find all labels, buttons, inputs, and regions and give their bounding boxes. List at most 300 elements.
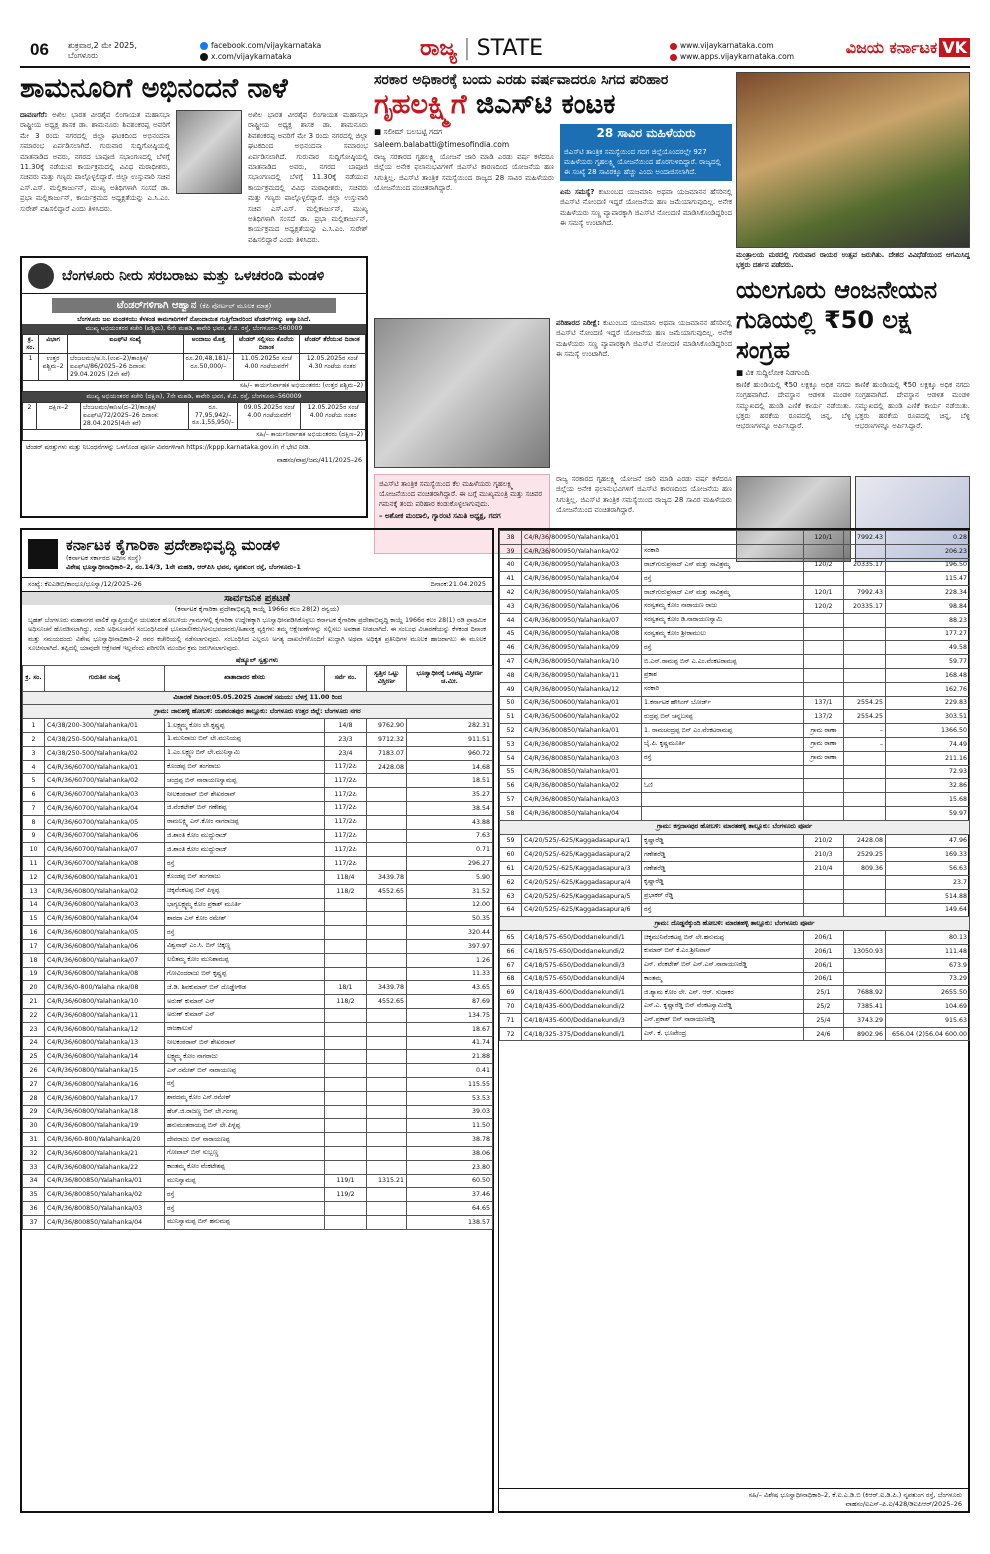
- row-number: 23: [23, 1022, 45, 1036]
- total-area: 20335.17: [844, 558, 886, 572]
- owner-name: ಪ್ರಭಾಕರ್ ರೆಡ್ಡಿ: [642, 889, 804, 903]
- total-area: [844, 641, 886, 655]
- acquired-area: 39.03: [407, 1105, 493, 1119]
- table-row: [23, 981, 493, 995]
- total-area: [844, 627, 886, 641]
- table-row: [23, 1133, 493, 1147]
- table-row: [500, 848, 970, 862]
- survey-no: 137/1: [804, 696, 844, 710]
- table-row: [23, 939, 493, 953]
- row-number: 61: [500, 862, 522, 876]
- total-area: 20335.17: [844, 599, 886, 613]
- owner-name: ಎಸ್.ರಮೇಶ್ ಬಿನ್ ನಾರಾಯಣಪ್ಪ: [165, 1064, 325, 1078]
- total-area: [367, 774, 407, 788]
- survey-id: C4/R/36/60700/Yalahanka/08: [45, 857, 165, 871]
- owner-name: ಬಿ.ಎನ್.ರಾಮಪ್ಪ ಬಿನ್ ಎ.ಎಂ.ವೆಂಕಟರಾಮಪ್ಪ: [642, 655, 804, 669]
- survey-no: 117/2ಪಿ: [325, 815, 367, 829]
- owner-name: ಜಿ.ಶಾಂತಿ ಕೋಂ ಮುದ್ದುರಾಜ್: [165, 829, 325, 843]
- acquired-area: 104.69: [886, 1000, 970, 1014]
- survey-id: C4/18/435-600/Doddanekundi/3: [522, 1013, 642, 1027]
- total-area: [844, 572, 886, 586]
- row-number: 24: [23, 1036, 45, 1050]
- schedule-rows: [23, 719, 493, 1229]
- table-row: [23, 898, 493, 912]
- owner-name: 1.ಕರ್ನಾಟಕ ಹೌಸಿಂಗ್ ಬೋರ್ಡ್: [642, 696, 804, 710]
- total-area: [367, 1119, 407, 1133]
- acquired-area: 12.00: [407, 898, 493, 912]
- acquired-area: 59.77: [886, 655, 970, 669]
- survey-id: C4/18/435-600/Doddanekundi/2: [522, 1000, 642, 1014]
- row-number: 27: [23, 1077, 45, 1091]
- survey-no: [804, 765, 844, 779]
- row-number: 13: [23, 884, 45, 898]
- survey-id: C4/18/575-650/Doddanekundi/1: [522, 931, 642, 945]
- survey-id: C4/R/36/60800/Yalahanka/12: [45, 1022, 165, 1036]
- owner-name: ಕಾಂತಮ್ಮ ಕೋಂ ವೆಂಕಟೇಶಪ್ಪ: [165, 1160, 325, 1174]
- owner-name: ರಸ್ತೆ: [165, 926, 325, 940]
- owner-name: ಜಿ.ಶಾಂತಿ ಕೋಂ ಮುದ್ದುರಾಜ್: [165, 843, 325, 857]
- acquired-area: 0.71: [407, 843, 493, 857]
- survey-no: [325, 1215, 367, 1229]
- row-number: 48: [500, 668, 522, 682]
- headline: ಯಲಗೂರು ಆಂಜನೇಯನ ಗುಡಿಯಲ್ಲಿ ₹50 ಲಕ್ಷ ಸಂಗ್ರಹ: [736, 275, 938, 364]
- table-row: [500, 668, 970, 682]
- row-number: 17: [23, 939, 45, 953]
- survey-id: C4/20/525/-625/Kaggadasapura/2: [522, 848, 642, 862]
- owner-name: ನೀಲಕಂಠರಾವ್ ಬಿನ್ ಶೇಖರರಾವ್: [165, 788, 325, 802]
- survey-no: [325, 939, 367, 953]
- table-row: [23, 733, 493, 747]
- owner-name: ಗೋವಿಂದರಾಜು ಬಿನ್ ಕೃಷ್ಣಪ್ಪ: [165, 967, 325, 981]
- row-number: 31: [23, 1133, 45, 1147]
- row-number: 59: [500, 834, 522, 848]
- acquired-area: 37.46: [407, 1188, 493, 1202]
- survey-id: C4/R/36/60800/Yalahanka/10: [45, 995, 165, 1009]
- survey-id: C4/20/525/-625/Kaggadasapura/5: [522, 889, 642, 903]
- owner-name: ಗಣೇಶರೆಡ್ಡಿ: [642, 848, 804, 862]
- office-line: ಮುಖ್ಯ ಅಭಿಯಂತರರ ಕಚೇರಿ (ದಕ್ಷಿಣ), 7ನೇ ಮಹಡಿ, ಕಾವೇರಿ ಭವನ, ಕೆ.ಜಿ. ರಸ್ತೆ, ಬೆಂಗಳೂರು–560009: [22, 392, 366, 402]
- table-row: [500, 558, 970, 572]
- row-number: 5: [23, 774, 45, 788]
- owner-name: ಸರಕಾರಿ: [642, 544, 804, 558]
- survey-id: C4/R/36/800850/Yalahanka/02: [522, 737, 642, 751]
- survey-id: C4/R/36/800950/Yalahanka/11: [522, 668, 642, 682]
- row-number: 53: [500, 737, 522, 751]
- table-row: [500, 986, 970, 1000]
- table-row: [500, 944, 970, 958]
- acquired-area: 673.9: [886, 958, 970, 972]
- survey-id: C4/R/36/800850/Yalahanka/03: [522, 793, 642, 807]
- total-area: [367, 857, 407, 871]
- row-number: 22: [23, 1008, 45, 1022]
- survey-no: 118/4: [325, 870, 367, 884]
- table-row: [23, 1119, 493, 1133]
- acquired-area: 206.23: [886, 544, 970, 558]
- website-link[interactable]: www.vijaykarnataka.com: [670, 40, 794, 51]
- owner-name: ರಸ್ತೆ: [642, 751, 804, 765]
- survey-no: 206/1: [804, 931, 844, 945]
- owner-name: ಎನ್.ಪ್ರಕಾಶ್ ಬಿನ್ ನಾರಾಯಣರೆಡ್ಡಿ: [642, 1013, 804, 1027]
- byline-email[interactable]: saleem.balabatti@timesofindia.com: [374, 140, 510, 149]
- acquired-area: 14.68: [407, 760, 493, 774]
- owner-name: ಕೊಂಡಪ್ಪ ಬಿನ್ ತಂಗರಾಜು: [165, 760, 325, 774]
- total-area: [844, 655, 886, 669]
- total-area: [367, 1133, 407, 1147]
- row-number: 33: [23, 1160, 45, 1174]
- survey-id: C4/R/36/800850/Yalahanka/03: [522, 751, 642, 765]
- survey-no: [804, 793, 844, 807]
- owner-name: ಸರಕಾರಿ: [642, 682, 804, 696]
- total-area: [367, 953, 407, 967]
- owner-name: ಗೋಪಾಲ್ ಬಿನ್ ಸುಬ್ಬಣ್ಣ: [165, 1146, 325, 1160]
- x-link[interactable]: x.com/vijaykarnataka: [200, 51, 321, 62]
- owner-name: ರುದ್ರಪ್ಪ ಬಿನ್ ಚನ್ನಬಸಪ್ಪ: [642, 710, 804, 724]
- schedule-title: ಷೆಡ್ಯೂಲ್ ಸ್ವತ್ತುಗಳು: [235, 655, 279, 664]
- survey-id: C4/R/36/60700/Yalahanka/04: [45, 802, 165, 816]
- survey-no: 206/1: [804, 944, 844, 958]
- survey-no: [804, 682, 844, 696]
- x-icon: [200, 53, 208, 61]
- survey-id: C4/20/525/-625/Kaggadasapura/1: [522, 834, 642, 848]
- row-number: 68: [500, 972, 522, 986]
- survey-id: C4/R/36/60700/Yalahanka/03: [45, 788, 165, 802]
- survey-id: C4/R/36/60700/Yalahanka/05: [45, 815, 165, 829]
- row-number: 45: [500, 627, 522, 641]
- owner-name: ಜೆ.ಡಿ. ಶಿವಕುಮಾರ್ ಬಿನ್ ದೊಡ್ಡೇಗೌಡ: [165, 981, 325, 995]
- survey-no: [804, 668, 844, 682]
- survey-no: [325, 1036, 367, 1050]
- total-area: 9712.32: [367, 733, 407, 747]
- total-area: 4552.65: [367, 884, 407, 898]
- total-area: 2554.25: [844, 696, 886, 710]
- table-row: [500, 613, 970, 627]
- tender-table-2: 2 ದಕ್ಷಿಣ–2 ಬೆಂಜಲಮಂ/ಕಾನಿಅ(ದ–2)/ತಾಂತ್ರಿಕ/ಐಎಫ್‌ಟಿ/72/2025–26 ದಿನಾಂಕ: 28.04.2025(4ನೇ ಕರೆ) ರೂ. 77,95,942/– ರೂ.1,55,950/– 09.05.2025ರ ಸಂಜೆ 4.00 ಗಂಟೆಯವರೆಗೆ 12.05.2025ರ ಸಂಜೆ 4.00 ಗಂಟೆಯ ನಂತರ ಸಹಿ/– ಕಾರ್ಯನಿರ್ವಾಹಕ ಅಭಿಯಂತರರು (ದಕ್ಷಿಣ–2): [22, 402, 366, 441]
- total-area: [844, 613, 886, 627]
- survey-no: [325, 1022, 367, 1036]
- owner-name: ರಾಜ್‌ಗುರುಪ್ರಸಾದ್ ಎಸ್ ಮತ್ತು ಸಾವಿತ್ರಮ್ಮ: [642, 558, 804, 572]
- table-row: [23, 719, 493, 733]
- total-area: [844, 806, 886, 820]
- table-row: [500, 544, 970, 558]
- survey-no: 117/2ಪಿ: [325, 857, 367, 871]
- acquired-area: 0.41: [407, 1064, 493, 1078]
- total-area: [367, 802, 407, 816]
- survey-no: [325, 898, 367, 912]
- survey-id: C4/R/36/800850/Yalahanka/01: [45, 1174, 165, 1188]
- tender-bar: ಟೆಂಡರ್‌ಗಳಿಗಾಗಿ ಆಹ್ವಾನ (ಕೆಪಿ ಪೋರ್ಟಲ್ ಮೂಲಕ ಮಾತ್ರ): [52, 298, 336, 313]
- acquired-area: 60.50: [407, 1174, 493, 1188]
- article-body-cont: ಅಖಿಲ ಭಾರತ ವೀರಶೈವ ಲಿಂಗಾಯತ ಮಹಾಸಭಾ ರಾಷ್ಟ್ರೀಯ ಅಧ್ಯಕ್ಷ ಶಾಸಕ ಡಾ. ಶಾಮನೂರು ಶಿವಶಂಕರಪ್ಪ ಅವರಿಗೆ ಮೇ 3 ರಂದು ನಗರದಲ್ಲಿ ಜಿಲ್ಲಾ ಘಟಕದಿಂದ ಅಭಿನಂದನಾ ಸಮಾರಂಭ ಏರ್ಪಡಿಸಲಾಗಿದೆ. ಗುರುವಾರ ಸುದ್ದಿಗೋಷ್ಠಿಯಲ್ಲಿ ಮಾತನಾಡಿದ ಅವರು, ನಗರದ ಬಾಪೂಜಿ ಸಭಾಂಗಣದಲ್ಲಿ ಬೆಳಗ್ಗೆ 11.30ಕ್ಕೆ ನಡೆಯುವ ಕಾರ್ಯಕ್ರಮದಲ್ಲಿ ವಿವಿಧ ಮಠಾಧೀಶರು, ಸಚಿವರು ಮತ್ತು ಗಣ್ಯರು ಪಾಲ್ಗೊಳ್ಳಲಿದ್ದಾರೆ. ಜಿಲ್ಲಾ ಉಸ್ತುವಾರಿ ಸಚಿವ ಎಸ್.ಎಸ್. ಮಲ್ಲಿಕಾರ್ಜುನ್, ಮುಖ್ಯ ಅತಿಥಿಗಳಾಗಿ ಸಂಸದೆ ಡಾ. ಪ್ರಭಾ ಮಲ್ಲಿಕಾರ್ಜುನ್, ಕಾರ್ಯಕ್ರಮದ ಅಧ್ಯಕ್ಷತೆಯನ್ನು ಎ.ಸಿ.ಎಂ. ಸುರೇಶ್ ವಹಿಸಲಿದ್ದಾರೆ ಎಂದು ತಿಳಿಸಿದರು.: [248, 111, 368, 244]
- owner-name: ರಾಮಲಕ್ಷ್ಮಿ ಎನ್.ಕೋಂ ನಾಗರಾಜಪ್ಪ: [165, 815, 325, 829]
- survey-id: C4/R/36/60800/Yalahanka/16: [45, 1077, 165, 1091]
- row-number: 30: [23, 1119, 45, 1133]
- row-number: 21: [23, 995, 45, 1009]
- table-row: [500, 931, 970, 945]
- survey-no: 120/1: [804, 586, 844, 600]
- total-area: [844, 875, 886, 889]
- row-number: 63: [500, 889, 522, 903]
- survey-no: 120/2: [804, 599, 844, 613]
- survey-no: 117/2ಪಿ: [325, 843, 367, 857]
- acquired-area: 72.93: [886, 765, 970, 779]
- table-row: [500, 875, 970, 889]
- acquired-area: 18.51: [407, 774, 493, 788]
- acquired-area: 138.57: [407, 1215, 493, 1229]
- survey-id: C4/R/36/60800/Yalahanka/01: [45, 870, 165, 884]
- survey-no: 25/4: [804, 1013, 844, 1027]
- row-number: 19: [23, 967, 45, 981]
- notice-ref: ಸಂಖ್ಯೆ: ಕೆಐಎಡಿಬಿ/ಕಾಂಭೂ/ಭೂಸ್ವಾ/12/2025–26 ದಿನಾಂಕ:21.04.2025: [22, 578, 492, 592]
- acquired-area: 23.80: [407, 1160, 493, 1174]
- owner-name: 1. ರಾಮಚಂದ್ರಪ್ಪ ಬಿನ್ ಎಂ.ವೆಂಕಟರಾಮಪ್ಪ: [642, 724, 804, 738]
- table-row: [500, 682, 970, 696]
- total-area: [367, 1160, 407, 1174]
- survey-no: [804, 655, 844, 669]
- total-area: 7992.43: [844, 531, 886, 545]
- acquired-area: 21.88: [407, 1050, 493, 1064]
- row-number: 28: [23, 1091, 45, 1105]
- table-row: [23, 1008, 493, 1022]
- owner-name: ಬೈ.ಪಿ. ಕೃಷ್ಣಮೂರ್ತಿ: [642, 737, 804, 751]
- table-row: [23, 843, 493, 857]
- survey-no: ಗ್ರಾಮ ಠಾಣಾ: [804, 737, 844, 751]
- table-row: [23, 912, 493, 926]
- acquired-area: 64.65: [407, 1202, 493, 1216]
- row-number: 14: [23, 898, 45, 912]
- tender-ref: ವಾಹಸಂ/ವಾಪ್ರ/ಜಮ/411/2025–26: [276, 457, 362, 464]
- owner-name: ನೀಲಕಂಠರಾವ್ ಬಿನ್ ಶೇಖರರಾವ್: [165, 1036, 325, 1050]
- survey-no: 119/1: [325, 1174, 367, 1188]
- table-row: [23, 1036, 493, 1050]
- survey-no: [325, 926, 367, 940]
- survey-no: 117/2ಪಿ: [325, 829, 367, 843]
- survey-id: C4/18/575-650/Doddanekundi/4: [522, 972, 642, 986]
- row-number: 11: [23, 857, 45, 871]
- survey-id: C4/R/36/800850/Yalahanka/02: [45, 1188, 165, 1202]
- table-row: [23, 1188, 493, 1202]
- table-row: 2 ದಕ್ಷಿಣ–2 ಬೆಂಜಲಮಂ/ಕಾನಿಅ(ದ–2)/ತಾಂತ್ರಿಕ/ಐಎಫ್‌ಟಿ/72/2025–26 ದಿನಾಂಕ: 28.04.2025(4ನೇ ಕರೆ) ರೂ. 77,95,942/– ರೂ.1,55,950/– 09.05.2025ರ ಸಂಜೆ 4.00 ಗಂಟೆಯವರೆಗೆ 12.05.2025ರ ಸಂಜೆ 4.00 ಗಂಟೆಯ ನಂತರ: [23, 403, 366, 430]
- survey-id: C4/R/36/800950/Yalahanka/06: [522, 599, 642, 613]
- survey-id: C4/18/575-650/Doddanekundi/2: [522, 944, 642, 958]
- article-body: ದಾವಣಗೆರೆ: ಅಖಿಲ ಭಾರತ ವೀರಶೈವ ಲಿಂಗಾಯತ ಮಹಾಸಭಾ ರಾಷ್ಟ್ರೀಯ ಅಧ್ಯಕ್ಷ ಶಾಸಕ ಡಾ. ಶಾಮನೂರು ಶಿವಶಂಕರಪ್ಪ ಅವರಿಗೆ ಮೇ 3 ರಂದು ನಗರದಲ್ಲಿ ಜಿಲ್ಲಾ ಘಟಕದಿಂದ ಅಭಿನಂದನಾ ಸಮಾರಂಭ ಏರ್ಪಡಿಸಲಾಗಿದೆ. ಗುರುವಾರ ಸುದ್ದಿಗೋಷ್ಠಿಯಲ್ಲಿ ಮಾತನಾಡಿದ ಅವರು, ನಗರದ ಬಾಪೂಜಿ ಸಭಾಂಗಣದಲ್ಲಿ ಬೆಳಗ್ಗೆ 11.30ಕ್ಕೆ ನಡೆಯುವ ಕಾರ್ಯಕ್ರಮದಲ್ಲಿ ವಿವಿಧ ಮಠಾಧೀಶರು, ಸಚಿವರು ಮತ್ತು ಗಣ್ಯರು ಪಾಲ್ಗೊಳ್ಳಲಿದ್ದಾರೆ. ಜಿಲ್ಲಾ ಉಸ್ತುವಾರಿ ಸಚಿವ ಎಸ್.ಎಸ್. ಮಲ್ಲಿಕಾರ್ಜುನ್, ಮುಖ್ಯ ಅತಿಥಿಗಳಾಗಿ ಸಂಸದೆ ಡಾ. ಪ್ರಭಾ ಮಲ್ಲಿಕಾರ್ಜುನ್, ಕಾರ್ಯಕ್ರಮದ ಅಧ್ಯಕ್ಷತೆಯನ್ನು ಎ.ಸಿ.ಎಂ. ಸುರೇಶ್ ವಹಿಸಲಿದ್ದಾರೆ ಎಂದು ತಿಳಿಸಿದರು.: [20, 111, 170, 213]
- acquired-area: 11.50: [407, 1119, 493, 1133]
- total-area: 3439.78: [367, 870, 407, 884]
- survey-id: C4/R/36/60800/Yalahanka/07: [45, 953, 165, 967]
- table-row: [500, 862, 970, 876]
- table-row: [23, 1215, 493, 1229]
- acquired-area: 111.48: [886, 944, 970, 958]
- owner-name: ಗಣೇಶರೆಡ್ಡಿ: [642, 862, 804, 876]
- survey-no: [804, 613, 844, 627]
- story-yalagur: [736, 72, 970, 562]
- survey-no: [325, 1077, 367, 1091]
- row-number: 46: [500, 641, 522, 655]
- row-number: 35: [23, 1188, 45, 1202]
- survey-no: [325, 1133, 367, 1147]
- owner-name: ರಾಜಕಾಲುವೆ: [165, 1022, 325, 1036]
- story-gruhalakshmi: [374, 72, 732, 554]
- table-row: [500, 1000, 970, 1014]
- total-area: [844, 793, 886, 807]
- survey-id: C4/R/36/60800/Yalahanka/19: [45, 1119, 165, 1133]
- survey-no: 25/1: [804, 986, 844, 1000]
- table-row: [23, 774, 493, 788]
- total-area: 2529.25: [844, 848, 886, 862]
- total-area: [844, 903, 886, 917]
- table-row: [500, 696, 970, 710]
- total-area: [844, 958, 886, 972]
- owner-name: 1.ಲಕ್ಷ್ಮಮ್ಮ ಕೋಂ ಲೇ.ಕೃಷ್ಣಪ್ಪ: [165, 719, 325, 733]
- row-number: 39: [500, 544, 522, 558]
- survey-no: 117/2ಪಿ: [325, 802, 367, 816]
- survey-no: [804, 779, 844, 793]
- survey-id: C4/18/435-600/Doddanekundi/1: [522, 986, 642, 1000]
- owner-name: [642, 793, 804, 807]
- owner-name: ಕೃಷ್ಣಾರೆಡ್ಡಿ: [642, 834, 804, 848]
- table-row: [500, 724, 970, 738]
- table-row: [500, 531, 970, 545]
- acquired-area: 87.69: [407, 995, 493, 1009]
- owner-name: ಸರಸ್ವತಮ್ಮ ಕೋಂ ನಾರಾಯಣ ರಾಜು: [642, 599, 804, 613]
- row-number: 16: [23, 926, 45, 940]
- table-row: [500, 599, 970, 613]
- total-area: [844, 544, 886, 558]
- table-row: 1 ಉತ್ತರ ಪಶ್ಚಿಮ–2 ಬೆಂಜಲಮಂ/ಅ.ನಿ.(ಉಪ–2)/ತಾಂತ್ರಿಕ/ಐಎಫ್‌ಟಿ/86/2025–26 ದಿನಾಂಕ: 29.04.2025 (2ನೇ ಕರೆ) ರೂ.20,48,181/– ರೂ.50,000/– 11.05.2025ರ ಸಂಜೆ 4.00 ಗಂಟೆಯವರೆಗೆ 12.05.2025ರ ಸಂಜೆ 4.30 ಗಂಟೆಯ ನಂತರ: [23, 354, 366, 381]
- table-row: [23, 884, 493, 898]
- notice-header: ಕರ್ನಾಟಕ ಕೈಗಾರಿಕಾ ಪ್ರದೇಶಾಭಿವೃದ್ಧಿ ಮಂಡಳಿ (ಕರ್ನಾಟಕ ಸರ್ಕಾರದ ಅಧೀನ ಸಂಸ್ಥೆ) ವಿಶೇಷ ಭೂಸ್ವಾಧೀನಾಧಿಕಾರಿ–2, ನಂ.14/3, 1ನೇ ಮಹಡಿ, ಆರ್‌ಪಿಸಿ ಭವನ, ನೃಪತುಂಗ ರಸ್ತೆ, ಬೆಂಗಳೂರು–1: [22, 530, 492, 578]
- survey-id: C4/R/36/800950/Yalahanka/08: [522, 627, 642, 641]
- owner-name: ದೇವರಾಜು ಬಿನ್ ನಾರಾಯಣಪ್ಪ: [165, 1133, 325, 1147]
- survey-no: 23/4: [325, 746, 367, 760]
- survey-id: C4/R/36/800950/Yalahanka/09: [522, 641, 642, 655]
- survey-id: C4/R/36/60800/Yalahanka/22: [45, 1160, 165, 1174]
- total-area: [844, 668, 886, 682]
- total-area: –: [844, 724, 886, 738]
- owner-name: ಜಿ.ವೆಂಕಟೇಶ್ ಬಿನ್ ಗಣೇಶಪ್ಪ: [165, 802, 325, 816]
- total-area: 7385.41: [844, 1000, 886, 1014]
- headline: ಗೃಹಲಕ್ಷ್ಮಿಗೆ ಜಿಎಸ್‌ಟಿ ಕಂಟಕ: [374, 89, 616, 120]
- survey-id: C4/R/36/800950/Yalahanka/12: [522, 682, 642, 696]
- acquired-area: 303.51: [886, 710, 970, 724]
- survey-id: C4/R/36/60800/Yalahanka/06: [45, 939, 165, 953]
- owner-name: ಭಾಗ್ಯಲಕ್ಷ್ಮಮ್ಮ ಕೋಂ ಪ್ರಕಾಶ್ ಮೂರ್ತಿ: [165, 898, 325, 912]
- survey-no: [325, 1160, 367, 1174]
- acquired-area: 177.27: [886, 627, 970, 641]
- acquired-area: 73.29: [886, 972, 970, 986]
- owner-name: ರಸ್ತೆ: [165, 1188, 325, 1202]
- city-line: ಬೆಂಗಳೂರು: [68, 51, 98, 60]
- owner-name: ರಸ್ತೆ: [642, 572, 804, 586]
- survey-no: [804, 572, 844, 586]
- table-row: [500, 710, 970, 724]
- total-area: 4552.65: [367, 995, 407, 1009]
- facebook-icon: [200, 42, 208, 50]
- total-area: [367, 912, 407, 926]
- survey-no: 117/2ಪಿ: [325, 760, 367, 774]
- owner-name: [642, 765, 804, 779]
- acquired-area: 53.53: [407, 1091, 493, 1105]
- row-number: 66: [500, 944, 522, 958]
- survey-no: [804, 875, 844, 889]
- total-area: [367, 1008, 407, 1022]
- table-row: [500, 627, 970, 641]
- row-number: 56: [500, 779, 522, 793]
- date-line: ಶುಕ್ರವಾರ,2 ಮೇ 2025,: [68, 41, 137, 50]
- table-row: [23, 870, 493, 884]
- table-row: [23, 802, 493, 816]
- row-number: 43: [500, 599, 522, 613]
- row-number: 55: [500, 765, 522, 779]
- acquired-area: 149.64: [886, 903, 970, 917]
- table-row: [23, 815, 493, 829]
- globe-icon: [670, 54, 677, 61]
- table-row: [23, 746, 493, 760]
- survey-no: [804, 806, 844, 820]
- acquired-area: 5.90: [407, 870, 493, 884]
- total-area: 1315.21: [367, 1174, 407, 1188]
- acquired-area: 115.47: [886, 572, 970, 586]
- owner-name: ಹನುಮಂತರಾಯಪ್ಪ ಬಿನ್ ಲೇ.ಪಿಳ್ಳಪ್ಪ: [165, 1119, 325, 1133]
- survey-id: C4/38/200-300/Yalahanka/01: [45, 719, 165, 733]
- table-row: [500, 737, 970, 751]
- web-links: [670, 40, 794, 62]
- facebook-link[interactable]: facebook.com/vijaykarnataka: [200, 40, 321, 51]
- quote-box: ಜಿಎಸ್‌ಟಿ ತಾಂತ್ರಿಕ ಸಮಸ್ಯೆಯಿಂದ ಕೆಲ ಮಹಿಳೆಯರು ಗೃಹಲಕ್ಷ್ಮಿ ಯೋಜನೆಯಿಂದ ವಂಚಿತರಾಗಿದ್ದಾರೆ. ಈ ಬಗ್ಗೆ ಮುಖ್ಯಮಂತ್ರಿ ಮತ್ತು ಸಚಿವರ ಗಮನಕ್ಕೆ ತಂದು ಪರಿಹಾರ ಕಂಡುಕೊಳ್ಳಲಾಗುವುದು. – ಅಶೋಕ ಮಂದಾಲಿ, ಗ್ಯಾರಂಟಿ ಸಮಿತಿ ಅಧ್ಯಕ್ಷ, ಗದಗ: [374, 474, 550, 554]
- owner-name: ಕೊಂಡಪ್ಪ ಬಿನ್ ತಂಗರಾಜು: [165, 870, 325, 884]
- owner-name: ರಸ್ತೆ: [642, 903, 804, 917]
- total-area: [367, 843, 407, 857]
- acquired-area: 656.04 (2)56.04 600.00: [886, 1027, 970, 1041]
- row-number: 2: [23, 733, 45, 747]
- survey-no: [325, 1119, 367, 1133]
- apps-link[interactable]: www.apps.vijaykarnataka.com: [670, 51, 794, 62]
- table-row: [23, 1105, 493, 1119]
- total-area: [367, 815, 407, 829]
- acquired-area: 56.63: [886, 862, 970, 876]
- survey-id: C4/R/36/60800/Yalahanka/05: [45, 926, 165, 940]
- photo-caption: ಮಂತ್ರಾಲಯ ಮಠದಲ್ಲಿ ಗುರುವಾರ ರಾಯರ ಉತ್ಸವ ಜರುಗಿತು. ದೇಶದ ವಿವಿಧೆಡೆಯಿಂದ ಆಗಮಿಸಿದ್ದ ಭಕ್ತರು ದರ್ಶನ ಪಡೆದರು.: [736, 251, 970, 270]
- table-row: [23, 1202, 493, 1216]
- survey-id: C4/R/36/60700/Yalahanka/07: [45, 843, 165, 857]
- table-row: [23, 967, 493, 981]
- owner-name: ಓಣಿ: [642, 779, 804, 793]
- table-row: [23, 1174, 493, 1188]
- table-row: [500, 779, 970, 793]
- table-row: [500, 958, 970, 972]
- survey-no: [325, 1202, 367, 1216]
- total-area: [844, 765, 886, 779]
- row-number: 32: [23, 1146, 45, 1160]
- row-number: 54: [500, 751, 522, 765]
- total-area: [367, 1064, 407, 1078]
- survey-id: C4/R/36/60800/Yalahanka/15: [45, 1064, 165, 1078]
- acquired-area: 514.88: [886, 889, 970, 903]
- owner-name: 1.ಮುನಿರಾಜು ಬಿನ್ ಲೇ.ಮುನಿಯಪ್ಪ: [165, 733, 325, 747]
- total-area: [844, 931, 886, 945]
- row-number: 44: [500, 613, 522, 627]
- article-body-cont2: ಪರಿಹಾರದ ನಿರೀಕ್ಷೆ: ಕುಟುಂಬದ ಯಜಮಾನಿ ಅಥವಾ ಯಜಮಾನನ ಹೆಸರಿನಲ್ಲಿ ಜಿಎಸ್‌ಟಿ ನೋಂದಣಿ ಇದ್ದರೆ ಯೋಜನೆಯ ಹಣ ಜಮೆಯಾಗುವುದಿಲ್ಲ. ಅನೇಕ ಮಹಿಳೆಯರು ಸಣ್ಣ ವ್ಯಾಪಾರಕ್ಕಾಗಿ ಜಿಎಸ್‌ಟಿ ನೋಂದಣಿ ಮಾಡಿಸಿಕೊಂಡಿದ್ದರಿಂದ ಈ ಸಮಸ್ಯೆ ಉಂಟಾಗಿದೆ.: [556, 319, 732, 359]
- survey-no: 119/2: [325, 1188, 367, 1202]
- total-area: [844, 779, 886, 793]
- survey-no: [804, 889, 844, 903]
- total-area: [367, 1188, 407, 1202]
- acquired-area: 98.84: [886, 599, 970, 613]
- owner-name: ಅರುಣ್ ಕುಮಾರ್ ಎನ್: [165, 1008, 325, 1022]
- table-row: [500, 751, 970, 765]
- row-number: 10: [23, 843, 45, 857]
- table-row: [500, 586, 970, 600]
- total-area: 2428.08: [844, 834, 886, 848]
